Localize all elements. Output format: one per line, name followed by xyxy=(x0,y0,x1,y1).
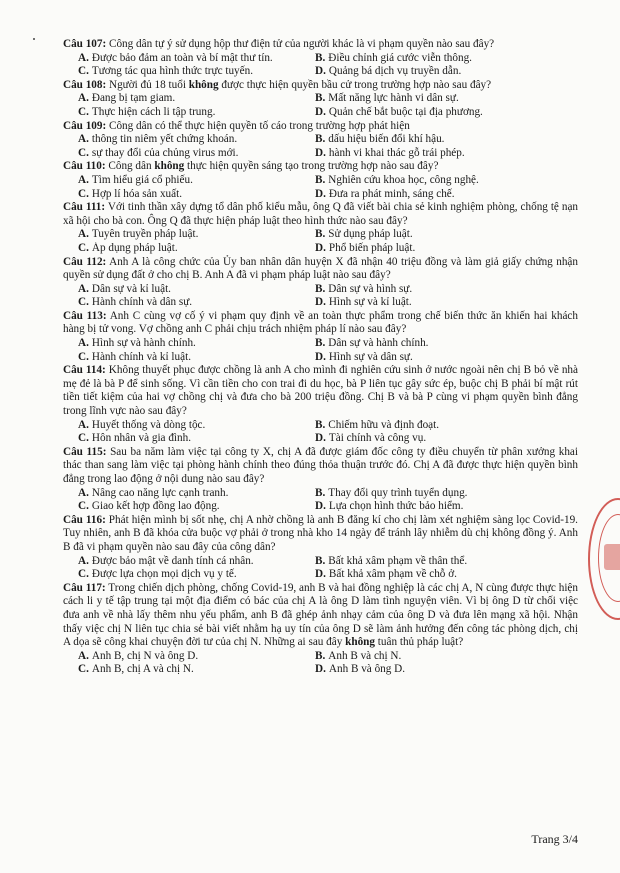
answer-option xyxy=(78,228,315,242)
answer-option xyxy=(315,242,552,256)
option-text: Chiếm hữu và định đoạt. xyxy=(328,418,440,431)
option-text: Dân sự và hình sự. xyxy=(328,282,413,295)
option-letter: C. xyxy=(78,187,89,200)
answer-option xyxy=(315,568,552,582)
option-letter: A. xyxy=(78,133,89,146)
option-letter: D. xyxy=(315,65,326,78)
answer-option xyxy=(315,147,552,161)
option-text: Giao kết hợp đồng lao động. xyxy=(91,500,220,513)
option-letter: C. xyxy=(78,663,89,676)
question xyxy=(63,160,578,201)
option-letter: A. xyxy=(78,337,89,350)
answer-option xyxy=(315,228,552,242)
option-letter: A. xyxy=(78,418,89,431)
scan-speck xyxy=(33,38,35,40)
question-number: Câu 107: xyxy=(63,38,107,50)
question-number: Câu 111: xyxy=(63,201,106,214)
question-stem xyxy=(63,160,578,174)
option-letter: B. xyxy=(315,133,326,146)
option-text: Thực hiện cách li tập trung. xyxy=(91,105,216,118)
option-letter: A. xyxy=(78,649,89,662)
option-text: Bất khả xâm phạm về thân thể. xyxy=(328,554,468,567)
question xyxy=(63,446,578,514)
question-text: Anh A là công chức của Ủy ban nhân dân huyện X đã nhận 40 triệu đồng và làm giả giấy chứng nhận quyền sử dụng đất ở cho chị B. Anh A đã vi phạm pháp luật nào sau đây? xyxy=(63,255,578,282)
option-letter: C. xyxy=(78,296,89,309)
answer-options xyxy=(63,283,578,310)
option-text: Thay đổi quy trình tuyển dụng. xyxy=(328,486,468,499)
question-number: Câu 116: xyxy=(63,513,106,526)
question-emphasis: không xyxy=(188,78,219,91)
answer-option xyxy=(315,283,552,297)
answer-option xyxy=(315,65,552,79)
answer-option xyxy=(315,555,552,569)
question-text-end: được thực hiện quyền bầu cử trong trường hợp nào sau đây? xyxy=(218,78,492,91)
option-text: Anh B và chị N. xyxy=(328,649,402,662)
answer-option xyxy=(315,432,552,446)
question-text: Anh C cùng vợ cố ý vi phạm quy định về an toàn thực phẩm trong chế biến thức ăn khiến hai khách hàng bị tử vong. Vợ chồng anh C phải chịu trách nhiệm pháp lí nào sau đây? xyxy=(63,309,578,336)
option-letter: B. xyxy=(315,51,326,64)
question-text: Công dân tự ý sử dụng hộp thư điện tử của người khác là vi phạm quyền nào sau đây? xyxy=(106,38,495,50)
question-text: Sau ba năm làm việc tại công ty X, chị A đã được giám đốc công ty điều chuyển từ phân xưởng khai thác than sang làm việc tại phòng hành chính theo đúng thỏa thuận trước đó. Chị A đã được thực hiện quyền bình đẳng trong lao động ở nội dung nào sau đây? xyxy=(63,445,578,485)
option-text: Phổ biến pháp luật. xyxy=(328,241,416,254)
option-text: sự thay đổi của chủng virus mới. xyxy=(91,146,239,159)
option-text: Đang bị tạm giam. xyxy=(91,92,176,105)
question-stem xyxy=(63,120,578,134)
answer-option xyxy=(78,106,315,120)
option-text: Hình sự và hành chính. xyxy=(91,337,196,350)
option-letter: C. xyxy=(78,146,89,159)
answer-option xyxy=(78,500,315,514)
question-number: Câu 115: xyxy=(63,445,107,458)
question-stem xyxy=(63,79,578,93)
option-letter: B. xyxy=(315,282,326,295)
answer-option xyxy=(78,52,315,66)
option-text: Hành chính và kỉ luật. xyxy=(91,350,191,363)
option-letter: B. xyxy=(315,337,326,350)
option-letter: D. xyxy=(315,296,326,309)
option-text: Lựa chọn hình thức bảo hiểm. xyxy=(328,500,464,513)
answer-option xyxy=(78,663,315,677)
option-letter: D. xyxy=(315,146,326,159)
option-letter: B. xyxy=(315,173,326,186)
question-emphasis: không xyxy=(345,636,375,649)
option-letter: C. xyxy=(78,65,89,78)
option-text: Anh B và ông D. xyxy=(328,663,406,676)
option-text: dấu hiệu biến đổi khí hậu. xyxy=(328,133,445,146)
question xyxy=(63,38,578,79)
question-stem xyxy=(63,514,578,555)
option-text: Hôn nhân và gia đình. xyxy=(91,432,192,445)
answer-option xyxy=(78,174,315,188)
answer-options xyxy=(63,228,578,255)
option-text: Được lựa chọn mọi dịch vụ y tế. xyxy=(91,568,237,581)
answer-option xyxy=(78,242,315,256)
answer-options xyxy=(63,52,578,79)
answer-options xyxy=(63,174,578,201)
option-text: Hình sự và dân sự. xyxy=(328,350,413,363)
option-text: Tài chính và công vụ. xyxy=(328,432,427,445)
option-letter: C. xyxy=(78,568,89,581)
answer-option xyxy=(78,351,315,365)
red-seal-stamp xyxy=(588,498,620,620)
option-text: Hợp lí hóa sản xuất. xyxy=(91,187,183,200)
question xyxy=(63,582,578,677)
answer-option xyxy=(315,351,552,365)
option-letter: B. xyxy=(315,554,326,567)
question-stem xyxy=(63,364,578,418)
answer-option xyxy=(315,419,552,433)
option-text: Huyết thống và dòng tộc. xyxy=(91,418,206,431)
answer-option xyxy=(78,487,315,501)
question-number: Câu 113: xyxy=(63,309,107,322)
question-number: Câu 108: xyxy=(63,78,107,91)
option-letter: D. xyxy=(315,568,326,581)
answer-option xyxy=(315,296,552,310)
question-emphasis: không xyxy=(154,160,185,173)
question-stem xyxy=(63,256,578,283)
answer-options xyxy=(63,650,578,677)
answer-option xyxy=(78,147,315,161)
option-letter: D. xyxy=(315,187,326,200)
question-number: Câu 117: xyxy=(63,581,106,594)
question-text-end: thực hiện quyền sáng tạo trong trường hợp nào sau đây? xyxy=(184,160,439,173)
question-text: Với tinh thần xây dựng tổ dân phố kiểu mẫu, ông Q đã viết bài chia sẻ kinh nghiệm phòng, chống tệ nạn xã hội cho bà con. Ông Q đã thực hiện pháp luật theo hình thức nào sau đây? xyxy=(63,201,578,227)
question-stem xyxy=(63,446,578,487)
option-text: Anh B, chị N và ông D. xyxy=(91,649,199,662)
question-text: Không thuyết phục được chồng là anh A cho mình đi nghiên cứu sinh ở nước ngoài nên chị B bỏ về nhà mẹ đẻ là bà P để sinh sống. Vì cần tiền cho con trai đi du học, bà P liên tục gây sức ép, buộc chị B phải bí mật rút tiền tiết kiệm của hai vợ chồng chị và đưa cho bà 200 triệu đồng. Chị B và bà P cùng vi phạm quyền bình đẳng trong lĩnh vực nào sau đây? xyxy=(63,364,578,418)
option-letter: D. xyxy=(315,105,326,118)
option-letter: A. xyxy=(78,51,89,64)
option-text: Sử dụng pháp luật. xyxy=(328,228,413,241)
option-letter: D. xyxy=(315,500,326,513)
answer-options xyxy=(63,419,578,446)
option-letter: D. xyxy=(315,432,326,445)
question-stem xyxy=(63,582,578,650)
option-text: Tuyên truyền pháp luật. xyxy=(91,228,199,241)
option-letter: A. xyxy=(78,486,89,499)
page-number: Trang 3/4 xyxy=(531,832,578,846)
answer-options xyxy=(63,555,578,582)
option-text: Anh B, chị A và chị N. xyxy=(91,663,194,676)
question xyxy=(63,364,578,446)
answer-option xyxy=(78,419,315,433)
question-number: Câu 112: xyxy=(63,255,107,268)
option-letter: A. xyxy=(78,228,89,241)
question-text: Công dân xyxy=(105,160,155,173)
answer-option xyxy=(315,92,552,106)
question-text-end: tuân thủ pháp luật? xyxy=(374,636,464,649)
option-text: Áp dụng pháp luật. xyxy=(91,241,178,254)
answer-option xyxy=(315,650,552,664)
answer-options xyxy=(63,487,578,514)
option-text: thông tin niêm yết chứng khoán. xyxy=(91,133,238,146)
question-text: Phát hiện mình bị sốt nhẹ, chị A nhờ chồng là anh B đăng kí cho chị làm xét nghiệm sàng lọc Covid-19. Tuy nhiên, anh B đã khóa cửa buộc vợ phải ở trong nhà kho 14 ngày để tránh lây nhiễm dù chị không đồng ý. Anh B đã vi phạm quyền nào sau đây của công dân? xyxy=(63,513,578,553)
answer-option xyxy=(78,337,315,351)
option-text: Hình sự và kỉ luật. xyxy=(328,296,412,309)
question-stem xyxy=(63,201,578,228)
option-letter: A. xyxy=(78,282,89,295)
option-text: Tương tác qua hình thức trực tuyến. xyxy=(91,65,254,78)
answer-option xyxy=(78,283,315,297)
answer-option xyxy=(315,500,552,514)
answer-option xyxy=(315,487,552,501)
answer-options xyxy=(63,133,578,160)
question-number: Câu 114: xyxy=(63,364,106,377)
option-letter: C. xyxy=(78,241,89,254)
option-letter: D. xyxy=(315,241,326,254)
answer-option xyxy=(78,92,315,106)
answer-option xyxy=(78,432,315,446)
question xyxy=(63,201,578,255)
option-letter: C. xyxy=(78,432,89,445)
option-text: Hành chính và dân sự. xyxy=(91,296,193,309)
answer-option xyxy=(78,133,315,147)
question xyxy=(63,514,578,582)
answer-option xyxy=(315,52,552,66)
question-number: Câu 109: xyxy=(63,119,107,132)
answer-options xyxy=(63,337,578,364)
option-text: Quảng bá dịch vụ truyền dẫn. xyxy=(328,65,462,78)
answer-option xyxy=(315,663,552,677)
answer-option xyxy=(315,133,552,147)
answer-option xyxy=(315,337,552,351)
question-text: Người đủ 18 tuổi xyxy=(106,78,189,91)
answer-option xyxy=(78,65,315,79)
option-letter: B. xyxy=(315,649,326,662)
option-text: Tìm hiểu giá cổ phiếu. xyxy=(91,173,193,186)
question-number: Câu 110: xyxy=(63,160,106,173)
answer-option xyxy=(315,106,552,120)
option-text: Bất khả xâm phạm về chỗ ở. xyxy=(328,568,457,581)
question-stem xyxy=(63,38,578,52)
option-text: Quản chế bắt buộc tại địa phương. xyxy=(328,105,483,118)
question-stem xyxy=(63,310,578,337)
answer-option xyxy=(315,188,552,202)
option-letter: D. xyxy=(315,663,326,676)
answer-option xyxy=(78,555,315,569)
option-letter: A. xyxy=(78,173,89,186)
option-text: Dân sự và hành chính. xyxy=(328,337,429,350)
option-text: Được bảo mật về danh tính cá nhân. xyxy=(91,554,254,567)
option-letter: C. xyxy=(78,350,89,363)
question-text: Trong chiến dịch phòng, chống Covid-19, anh B và hai đồng nghiệp là các chị A, N cùng được thực hiện cách li y tế tập trung tại một địa điểm có bác của chị A là ông D làm tình nguyện viên. Vì bị ông D từ chối việc đưa anh về nhà lấy thêm nhu yếu phẩm, anh B đã ghép ảnh nhạy cảm của ông D và đưa lên mạng xã hội. Nhận thấy việc chị N liên tục chia sẻ bài viết nhằm hạ uy tín của ông D sẽ làm ảnh hưởng đến công tác phòng dịch, chị A dọa sẽ công khai chuyện đời tư của chị N. Những ai sau đây xyxy=(63,581,578,649)
option-text: Nghiên cứu khoa học, công nghệ. xyxy=(328,173,479,186)
answer-option xyxy=(78,568,315,582)
option-text: Mất năng lực hành vi dân sự. xyxy=(328,92,459,105)
answer-option xyxy=(78,188,315,202)
answer-options xyxy=(63,92,578,119)
option-letter: C. xyxy=(78,105,89,118)
option-letter: C. xyxy=(78,500,89,513)
option-text: Dân sự và kỉ luật. xyxy=(91,282,171,295)
option-text: Điều chỉnh giá cước viễn thông. xyxy=(328,51,472,64)
option-letter: B. xyxy=(315,92,326,105)
question xyxy=(63,310,578,364)
question-text: Công dân có thể thực hiện quyền tố cáo trong trường hợp phát hiện xyxy=(106,119,410,132)
question xyxy=(63,79,578,120)
option-text: Được bảo đảm an toàn và bí mật thư tín. xyxy=(91,51,273,64)
option-letter: D. xyxy=(315,350,326,363)
answer-option xyxy=(78,650,315,664)
question xyxy=(63,120,578,161)
question xyxy=(63,256,578,310)
option-letter: B. xyxy=(315,228,326,241)
answer-option xyxy=(78,296,315,310)
option-letter: B. xyxy=(315,418,326,431)
option-letter: B. xyxy=(315,486,326,499)
option-text: hành vi khai thác gỗ trái phép. xyxy=(328,146,465,159)
question-list xyxy=(63,38,578,677)
option-text: Nâng cao năng lực cạnh tranh. xyxy=(91,486,229,499)
option-letter: A. xyxy=(78,92,89,105)
answer-option xyxy=(315,174,552,188)
option-text: Đưa ra phát minh, sáng chế. xyxy=(328,187,455,200)
seal-emblem xyxy=(604,544,620,570)
option-letter: A. xyxy=(78,554,89,567)
